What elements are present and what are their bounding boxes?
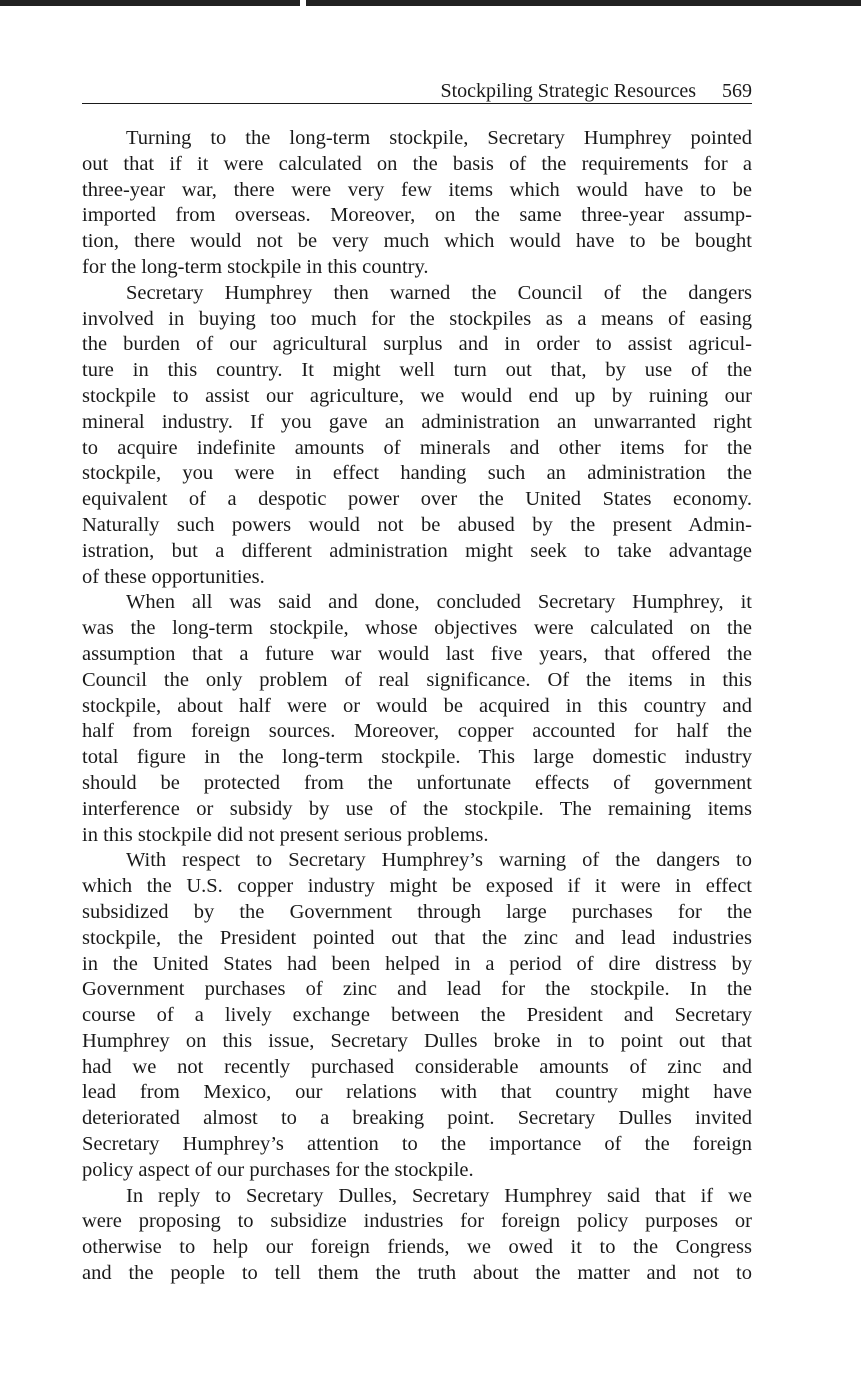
text-line: otherwise to help our foreign friends, we owed it to the Congress xyxy=(82,1236,752,1259)
text-line: in the United States had been helped in a period of dire distress by xyxy=(82,952,752,975)
text-line: Government purchases of zinc and lead for the stockpile. In the xyxy=(82,978,752,1001)
text-line: course of a lively exchange between the President and Secretary xyxy=(82,1004,752,1027)
running-head-title: Stockpiling Strategic Resources xyxy=(440,80,696,102)
text-line: of these opportunities. xyxy=(82,565,265,588)
text-line: out that if it were calculated on the basis of the requirements for a xyxy=(82,152,752,175)
text-line: Turning to the long-term stockpile, Secretary Humphrey pointed xyxy=(126,127,752,149)
text-line: the burden of our agricultural surplus and in order to assist agricul- xyxy=(82,333,752,356)
text-line: stockpile, about half were or would be acquired in this country and xyxy=(82,694,752,717)
text-line: imported from overseas. Moreover, on the same three-year assump- xyxy=(82,204,752,227)
text-line: stockpile to assist our agriculture, we would end up by ruining our xyxy=(82,384,752,407)
text-line: policy aspect of our purchases for the stockpile. xyxy=(82,1158,474,1181)
text-line: mineral industry. If you gave an administration an unwarranted right xyxy=(82,410,752,433)
running-head xyxy=(82,79,752,104)
text-line: subsidized by the Government through large purchases for the xyxy=(82,900,752,923)
text-line: stockpile, you were in effect handing such an administration the xyxy=(82,462,752,485)
scan-top-edge-gap xyxy=(300,0,306,6)
text-line: was the long-term stockpile, whose objectives were calculated on the xyxy=(82,617,752,640)
scan-top-edge xyxy=(0,0,861,6)
text-line: in this stockpile did not present serious problems. xyxy=(82,823,489,846)
paragraph xyxy=(82,848,752,1183)
paragraph xyxy=(82,1184,752,1287)
text-line: interference or subsidy by use of the stockpile. The remaining items xyxy=(82,797,752,820)
text-line: should be protected from the unfortunate effects of government xyxy=(82,771,752,794)
text-line: were proposing to subsidize industries for foreign policy purposes or xyxy=(82,1210,752,1233)
text-line: When all was said and done, concluded Secretary Humphrey, it xyxy=(126,591,752,614)
paragraph xyxy=(82,281,752,591)
body-text xyxy=(82,126,752,1287)
text-line: In reply to Secretary Dulles, Secretary Humphrey said that if we xyxy=(126,1184,752,1207)
text-line: three-year war, there were very few items which would have to be xyxy=(82,178,752,201)
text-line: Naturally such powers would not be abused by the present Admin- xyxy=(82,513,752,536)
text-line: Secretary Humphrey’s attention to the importance of the foreign xyxy=(82,1133,752,1156)
text-line: half from foreign sources. Moreover, copper accounted for half the xyxy=(82,720,752,743)
text-line: deteriorated almost to a breaking point. Secretary Dulles invited xyxy=(82,1107,752,1130)
text-line: equivalent of a despotic power over the United States economy. xyxy=(82,488,752,511)
text-line: had we not recently purchased considerable amounts of zinc and xyxy=(82,1055,752,1078)
text-line: involved in buying too much for the stockpiles as a means of easing xyxy=(82,307,752,330)
text-line: total figure in the long-term stockpile. This large domestic industry xyxy=(82,746,752,769)
text-line: which the U.S. copper industry might be exposed if it were in effect xyxy=(82,875,752,898)
text-line: for the long-term stockpile in this country. xyxy=(82,255,429,278)
text-line: With respect to Secretary Humphrey’s warning of the dangers to xyxy=(126,849,752,872)
text-line: istration, but a different administration might seek to take advantage xyxy=(82,539,752,562)
text-line: Secretary Humphrey then warned the Council of the dangers xyxy=(126,281,752,304)
page-number: 569 xyxy=(722,80,752,102)
text-line: and the people to tell them the truth about the matter and not to xyxy=(82,1262,752,1285)
text-line: lead from Mexico, our relations with that country might have xyxy=(82,1081,752,1104)
paragraph xyxy=(82,126,752,281)
text-line: Humphrey on this issue, Secretary Dulles broke in to point out that xyxy=(82,1029,752,1052)
text-line: tion, there would not be very much which would have to be bought xyxy=(82,230,752,253)
text-line: Council the only problem of real significance. Of the items in this xyxy=(82,668,752,691)
text-line: assumption that a future war would last five years, that offered the xyxy=(82,642,752,665)
text-line: ture in this country. It might well turn out that, by use of the xyxy=(82,359,752,382)
paragraph xyxy=(82,590,752,848)
text-line: stockpile, the President pointed out that the zinc and lead industries xyxy=(82,926,752,949)
text-line: to acquire indefinite amounts of minerals and other items for the xyxy=(82,436,752,459)
